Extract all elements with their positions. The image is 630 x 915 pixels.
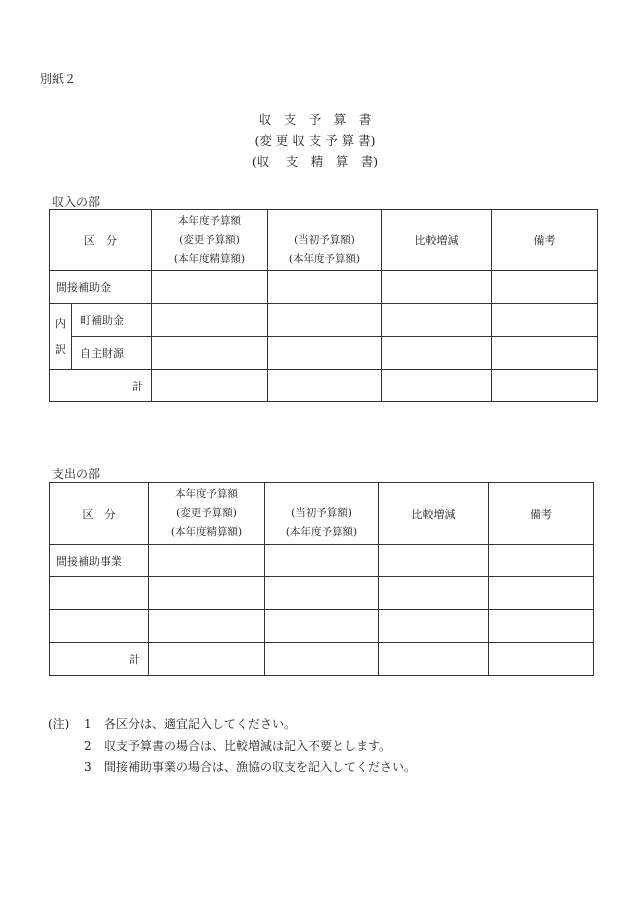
note-text: 収支予算書の場合は、比較増減は記入不要とします。 (104, 738, 392, 753)
header-line: 本年度予算額 (175, 488, 238, 500)
table-cell[interactable] (268, 304, 382, 337)
expense-table (49, 482, 594, 676)
table-cell[interactable] (489, 610, 594, 643)
income-section-label: 収入の部 (52, 195, 101, 209)
table-cell[interactable] (382, 304, 492, 337)
row-label-town-subsidy: 町補助金 (72, 304, 152, 337)
expense-header-comparison: 比較増減 (379, 483, 489, 545)
header-line: (本年度予算額) (288, 252, 361, 265)
table-cell[interactable] (382, 370, 492, 402)
table-cell[interactable] (152, 337, 268, 370)
note-item (48, 736, 416, 758)
table-cell[interactable] (152, 370, 268, 402)
income-header-remarks: 備考 (492, 210, 598, 271)
document-subtitle-settlement: (収 支 精 算 書) (251, 154, 379, 169)
expense-header-this-year (149, 483, 265, 545)
table-cell[interactable] (268, 271, 382, 304)
table-row (50, 643, 594, 676)
header-line: (変更予算額) (176, 507, 237, 519)
table-cell[interactable] (149, 643, 265, 676)
row-label-total: 計 (50, 370, 152, 402)
header-line: (変更予算額) (179, 233, 240, 246)
table-cell[interactable] (265, 610, 379, 643)
header-line: (本年度予算額) (285, 526, 358, 538)
table-cell[interactable] (149, 545, 265, 577)
table-cell[interactable] (149, 577, 265, 610)
table-cell[interactable] (265, 577, 379, 610)
table-cell[interactable] (149, 610, 265, 643)
table-row (50, 304, 598, 337)
table-cell[interactable] (379, 610, 489, 643)
row-label-indirect-project: 間接補助事業 (50, 545, 149, 577)
table-row (50, 577, 594, 610)
expense-header-remarks: 備考 (489, 483, 594, 545)
expense-header-category: 区 分 (50, 483, 149, 545)
table-row (50, 337, 598, 370)
table-cell[interactable] (265, 643, 379, 676)
note-number: 2 (84, 738, 92, 753)
income-header-row (50, 210, 598, 271)
header-line: 本年度予算額 (178, 214, 241, 227)
table-cell[interactable] (489, 643, 594, 676)
table-cell[interactable] (152, 271, 268, 304)
table-cell[interactable] (268, 370, 382, 402)
table-cell[interactable] (268, 337, 382, 370)
row-label-indirect-subsidy: 間接補助金 (50, 271, 152, 304)
note-text: 各区分は、適宜記入してください。 (104, 717, 297, 731)
table-cell[interactable] (50, 610, 149, 643)
income-table (49, 209, 598, 402)
table-cell[interactable] (489, 577, 594, 610)
income-header-this-year (152, 210, 268, 271)
expense-header-row (50, 483, 594, 545)
note-number: 3 (84, 760, 92, 774)
income-header-initial (268, 210, 382, 271)
note-item (48, 757, 416, 779)
document-subtitle-revised: (変 更 収 支 予 算 書) (254, 133, 376, 148)
table-cell[interactable] (379, 545, 489, 577)
table-cell[interactable] (492, 271, 598, 304)
notes (48, 714, 416, 779)
table-row (50, 610, 594, 643)
header-line: (当初予算額) (294, 233, 355, 246)
table-cell[interactable] (492, 370, 598, 402)
expense-header-initial (265, 483, 379, 545)
row-label-total: 計 (50, 643, 149, 676)
attachment-label: 別紙２ (40, 72, 77, 86)
table-cell[interactable] (50, 577, 149, 610)
note-text: 間接補助事業の場合は、漁協の収支を記入してください。 (104, 760, 417, 774)
table-cell[interactable] (265, 545, 379, 577)
table-cell[interactable] (379, 643, 489, 676)
note-item (48, 714, 416, 736)
breakdown-char: 訳 (55, 342, 66, 356)
table-cell[interactable] (382, 271, 492, 304)
table-cell[interactable] (382, 337, 492, 370)
note-number: 1 (84, 717, 92, 731)
header-line: (当初予算額) (291, 507, 352, 519)
table-cell[interactable] (492, 337, 598, 370)
header-line: (本年度精算額) (170, 526, 243, 538)
table-cell[interactable] (492, 304, 598, 337)
table-row (50, 271, 598, 304)
income-header-comparison: 比較増減 (382, 210, 492, 271)
document-title: 収 支 予 算 書 (258, 112, 372, 127)
table-cell[interactable] (152, 304, 268, 337)
breakdown-label (50, 304, 72, 370)
table-row (50, 370, 598, 402)
header-line: (本年度精算額) (173, 252, 246, 265)
notes-prefix: (注) (48, 717, 70, 731)
breakdown-char: 内 (55, 316, 66, 330)
expense-section-label: 支出の部 (52, 467, 101, 481)
table-cell[interactable] (379, 577, 489, 610)
table-cell[interactable] (489, 545, 594, 577)
income-header-category: 区 分 (50, 210, 152, 271)
table-row (50, 545, 594, 577)
row-label-own-funds: 自主財源 (72, 337, 152, 370)
